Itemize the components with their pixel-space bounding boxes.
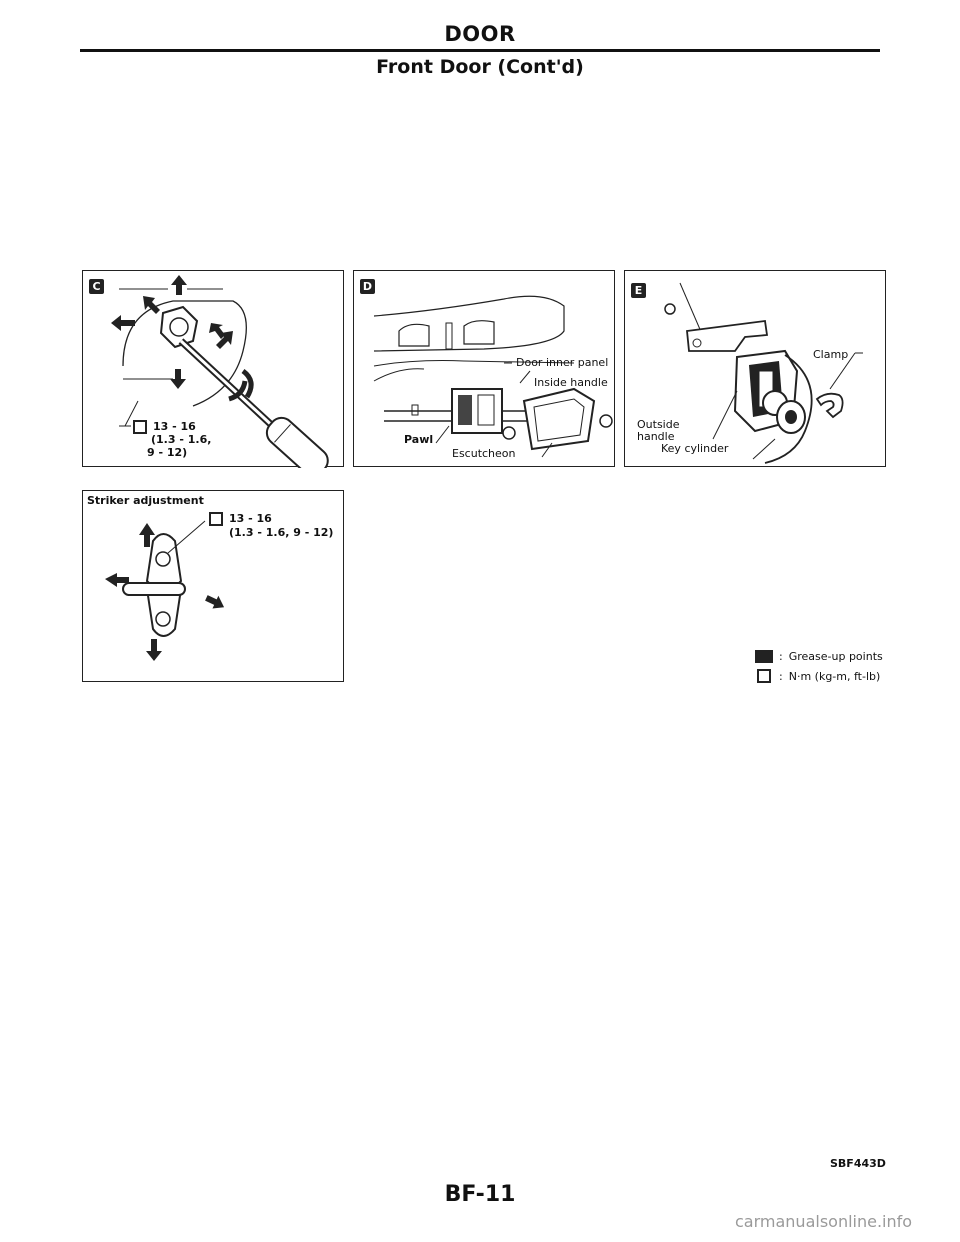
- figure-c-panel: [82, 270, 344, 467]
- figure-d-badge: D: [360, 279, 375, 294]
- torque-icon: [209, 512, 223, 526]
- legend-separator: :: [779, 650, 783, 663]
- torque-icon: [133, 420, 147, 434]
- figure-e-badge: E: [631, 283, 646, 298]
- grease-icon: [755, 650, 773, 663]
- label-inside-handle: Inside handle: [534, 376, 608, 389]
- label-pawl: Pawl: [404, 433, 434, 446]
- label-door-inner-panel: Door inner panel: [516, 356, 609, 369]
- figure-d-panel: [353, 270, 615, 467]
- label-clamp: Clamp: [813, 348, 849, 361]
- striker-torque-line2: (1.3 - 1.6, 9 - 12): [229, 526, 334, 539]
- figure-e-panel: [624, 270, 886, 467]
- torque-icon: [757, 669, 771, 683]
- figure-c-torque-line2: (1.3 - 1.6,: [151, 433, 212, 446]
- figure-c-badge: C: [89, 279, 104, 294]
- header-rule: [80, 49, 880, 52]
- figure-code: SBF443D: [830, 1157, 886, 1170]
- striker-torque-line1: 13 - 16: [229, 512, 272, 525]
- legend-torque-row: [755, 669, 883, 683]
- label-escutcheon: Escutcheon: [452, 447, 516, 460]
- figure-c-torque-line1: 13 - 16: [153, 420, 196, 433]
- legend-separator: :: [779, 669, 783, 683]
- legend-grease-row: [755, 650, 883, 663]
- label-outside-handle: Outside handle: [637, 418, 680, 443]
- figure-c-illustration: [83, 271, 345, 468]
- figure-d-illustration: [354, 271, 616, 468]
- section-subtitle: Front Door (Cont'd): [376, 56, 584, 78]
- legend: [755, 650, 883, 683]
- striker-adjustment-panel: [82, 490, 344, 682]
- legend-grease-text: Grease-up points: [788, 650, 883, 663]
- page-number: BF-11: [444, 1182, 516, 1207]
- label-key-cylinder: Key cylinder: [661, 442, 729, 455]
- section-title: DOOR: [444, 22, 516, 46]
- figure-c-torque-line3: 9 - 12): [147, 446, 188, 459]
- striker-title: Striker adjustment: [87, 494, 204, 507]
- watermark: carmanualsonline.info: [735, 1212, 913, 1231]
- legend-torque-text: N·m (kg-m, ft-lb): [788, 669, 881, 683]
